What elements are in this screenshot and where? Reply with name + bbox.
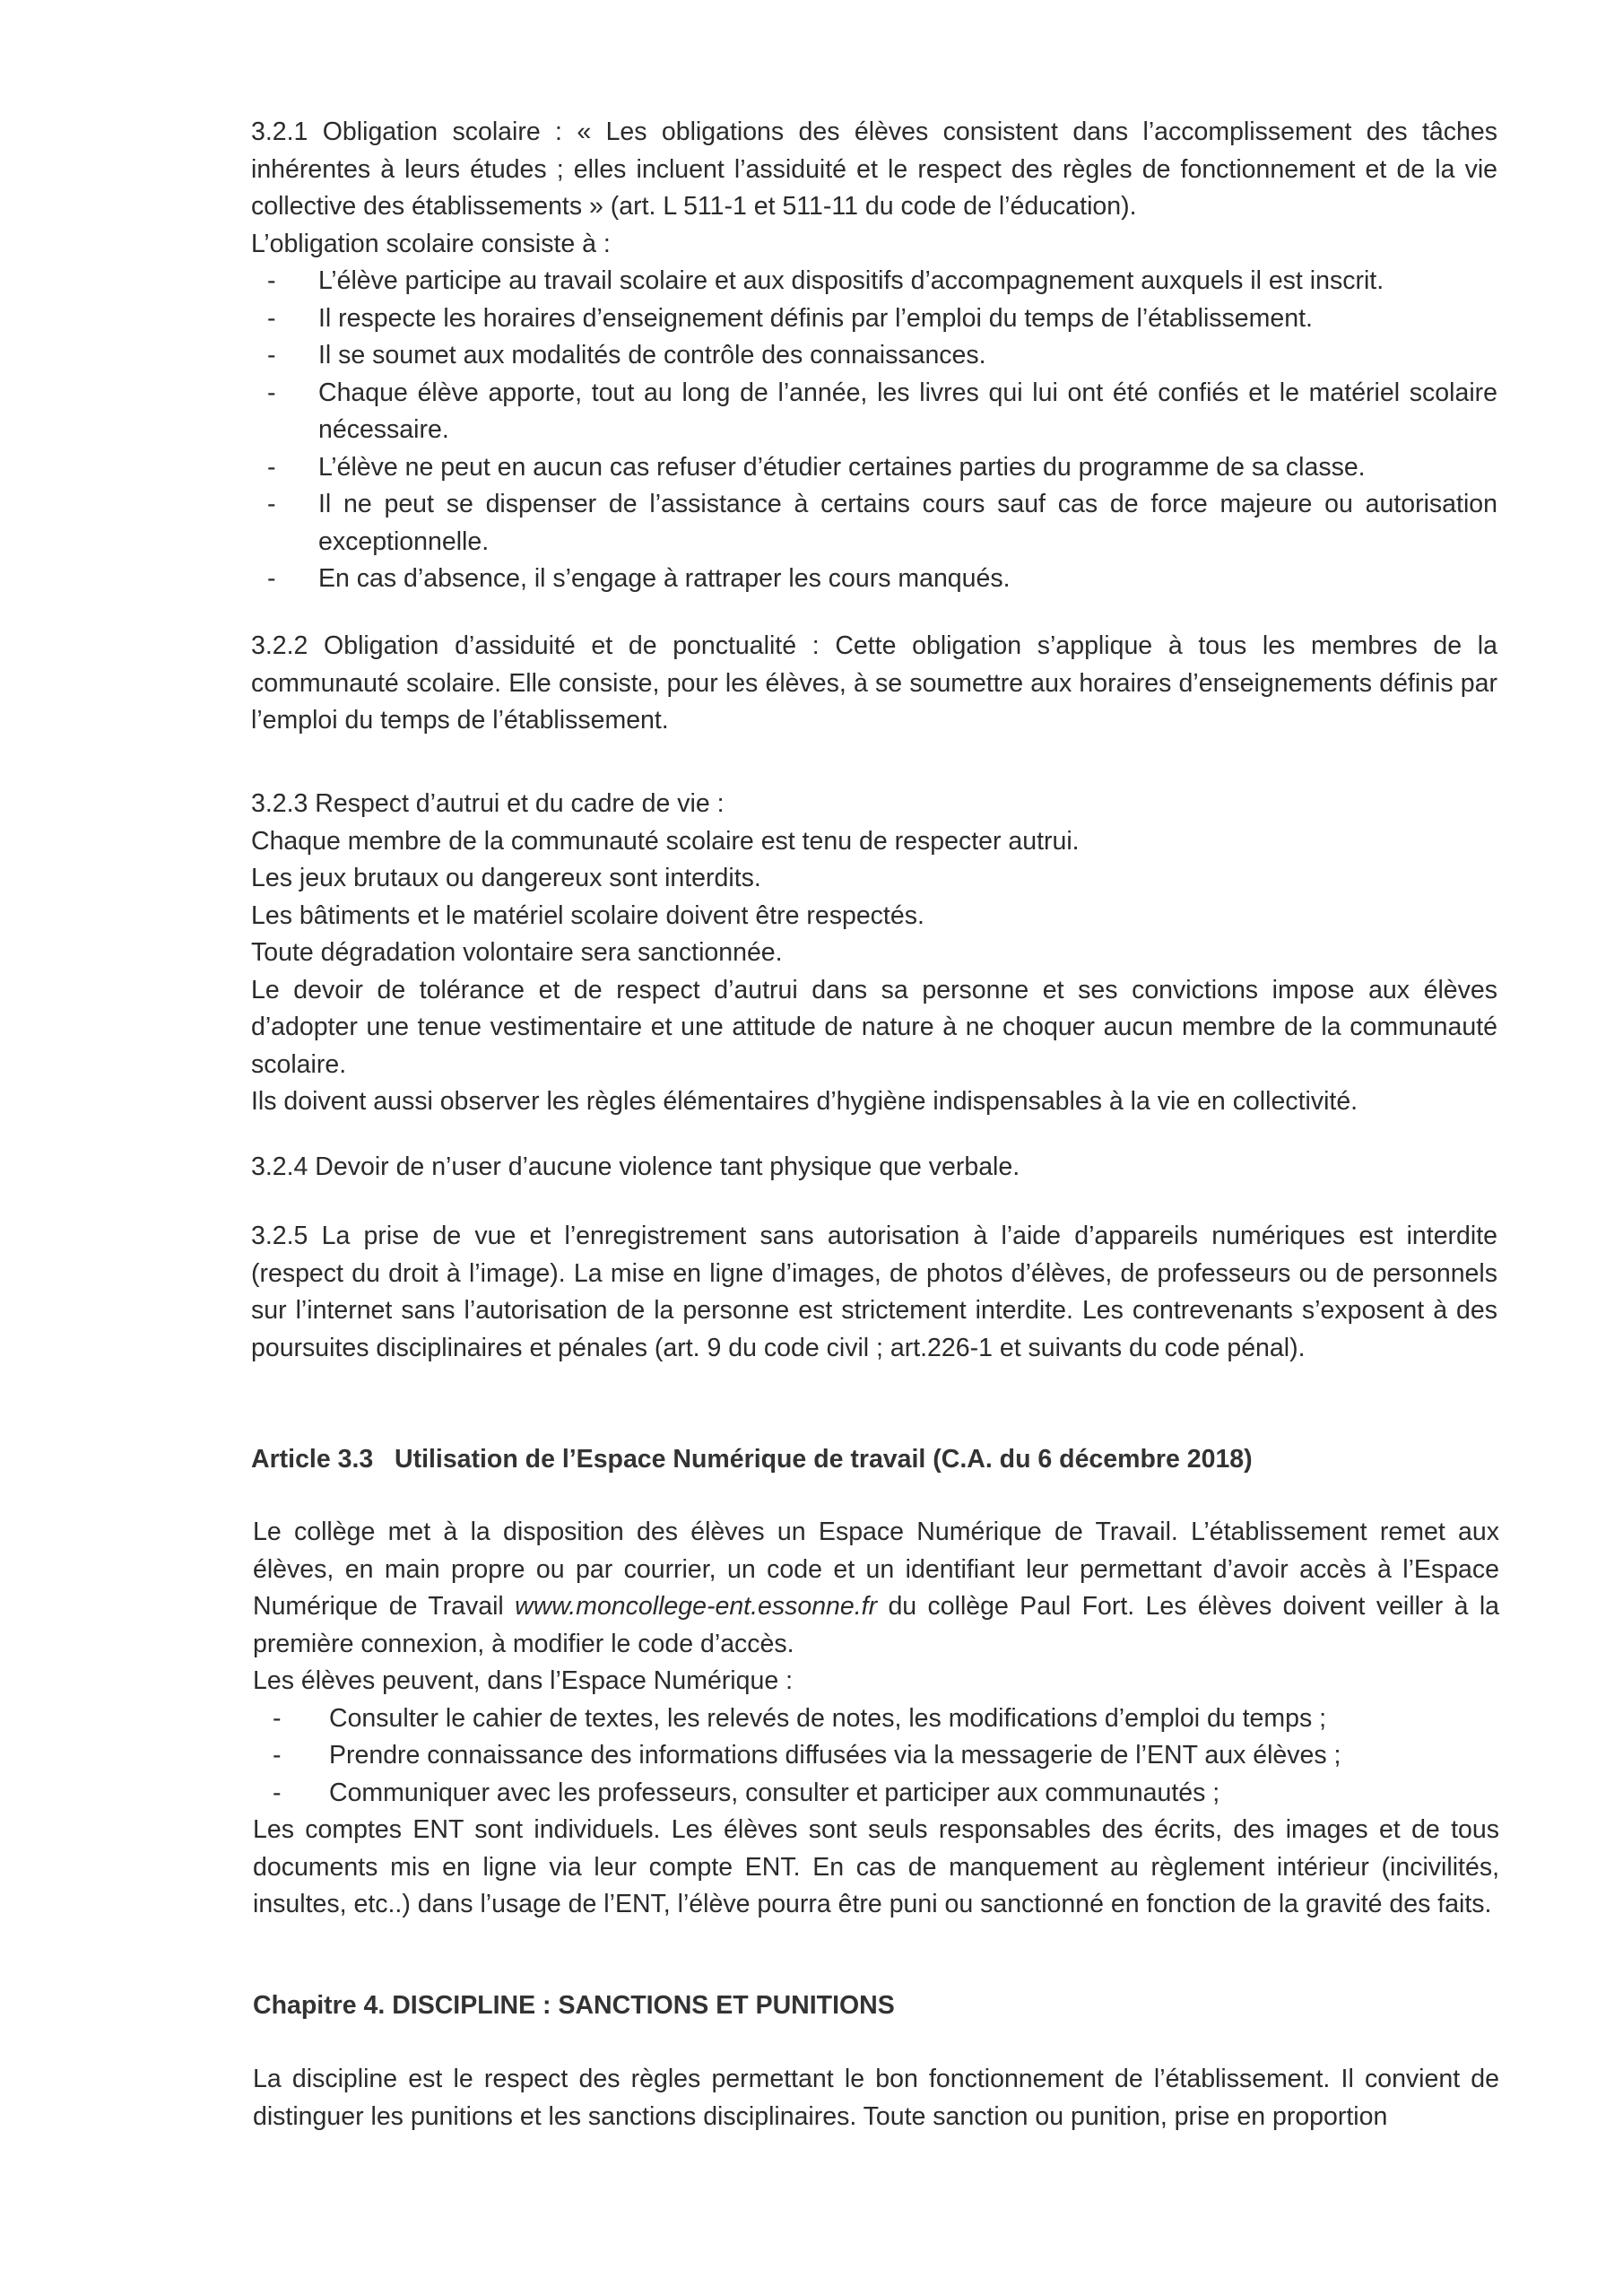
ent-url-link[interactable]: www.moncollege-ent.essonne.fr xyxy=(515,1592,878,1621)
section-3-2-4-text: 3.2.4 Devoir de n’user d’aucune violence tant physique que verbale. xyxy=(251,1152,1020,1181)
article-3-3 xyxy=(251,1441,1497,1479)
list-item: - Il respecte les horaires d’enseignement définis par l’emploi du temps de l’établissement. xyxy=(251,300,1497,338)
chapter-4 xyxy=(253,1987,1499,2025)
section-3-2-1 xyxy=(251,114,1497,598)
chapter-4-heading: Chapitre 4. DISCIPLINE : SANCTIONS ET PUNITIONS xyxy=(253,1991,895,2020)
section-3-2-1-intro: 3.2.1 Obligation scolaire : « Les obligations des élèves consistent dans l’accomplissement des tâches inhérentes à leurs études ; elles incluent l’assiduité et le respect des règles de fonctionnement et de la vie collective des établissements » (art. L 511-1 et 511-11 du code de l’éducation). xyxy=(251,117,1497,221)
list-item: - En cas d’absence, il s’engage à rattraper les cours manqués. xyxy=(251,561,1497,598)
list-item: - Il ne peut se dispenser de l’assistance à certains cours sauf cas de force majeure ou autorisation exceptionnelle. xyxy=(251,486,1497,561)
section-3-2-1-lead: L’obligation scolaire consiste à : xyxy=(251,229,611,258)
list-item: - Chaque élève apporte, tout au long de l’année, les livres qui lui ont été confiés et le matériel scolaire nécessaire. xyxy=(251,375,1497,449)
article-3-3-body xyxy=(253,1514,1499,1924)
section-3-2-2 xyxy=(251,628,1497,740)
chapter-4-text: La discipline est le respect des règles permettant le bon fonctionnement de l’établissement. Il convient de distinguer les punitions et les sanctions disciplinaires. Toute sanction ou punition, prise en proportion xyxy=(253,2065,1499,2131)
list-item: - L’élève ne peut en aucun cas refuser d’étudier certaines parties du programme de sa classe. xyxy=(251,449,1497,487)
list-item: - Communiquer avec les professeurs, consulter et participer aux communautés ; xyxy=(253,1775,1499,1813)
ent-capabilities-list xyxy=(253,1700,1499,1813)
list-item: - L’élève participe au travail scolaire et aux dispositifs d’accompagnement auxquels il est inscrit. xyxy=(251,263,1497,300)
paragraph: Chaque membre de la communauté scolaire est tenu de respecter autrui. xyxy=(251,826,1080,856)
list-item: - Il se soumet aux modalités de contrôle des connaissances. xyxy=(251,337,1497,375)
list-item: - Prendre connaissance des informations diffusées via la messagerie de l’ENT aux élèves ; xyxy=(253,1737,1499,1775)
section-3-2-4 xyxy=(251,1149,1497,1187)
section-3-2-5-text: 3.2.5 La prise de vue et l’enregistrement sans autorisation à l’aide d’appareils numériques est interdite (respect du droit à l’image). La mise en ligne d’images, de photos d’élèves, de professeurs ou de personnels sur l’internet sans l’autorisation de la personne est strictement interdite. Les contrevenants s’exposent à des poursuites disciplinaires et pénales (art. 9 du code civil ; art.226-1 et suivants du code pénal). xyxy=(251,1222,1497,1362)
ent-lead: Les élèves peuvent, dans l’Espace Numérique : xyxy=(253,1666,794,1695)
paragraph: Les bâtiments et le matériel scolaire doivent être respectés. xyxy=(251,900,924,930)
section-3-2-2-text: 3.2.2 Obligation d’assiduité et de ponctualité : Cette obligation s’applique à tous les membres de la communauté scolaire. Elle consiste, pour les élèves, à se soumettre aux horaires d’enseignements définis par l’emploi du temps de l’établissement. xyxy=(251,631,1497,735)
paragraph: Les jeux brutaux ou dangereux sont interdits. xyxy=(251,864,761,892)
obligation-list xyxy=(251,263,1497,598)
article-3-3-heading: Article 3.3 Utilisation de l’Espace Numérique de travail (C.A. du 6 décembre 2018) xyxy=(251,1445,1253,1474)
section-3-2-3-title: 3.2.3 Respect d’autrui et du cadre de vie : xyxy=(251,789,725,818)
chapter-4-body xyxy=(253,2061,1499,2135)
paragraph: Toute dégradation volontaire sera sanctionnée. xyxy=(251,938,783,967)
section-3-2-5 xyxy=(251,1218,1497,1367)
section-3-2-3 xyxy=(251,786,1497,1121)
paragraph: Le devoir de tolérance et de respect d’autrui dans sa personne et ses convictions impose aux élèves d’adopter une tenue vestimentaire et une attitude de nature à ne choquer aucun membre de la communauté scolaire. xyxy=(251,975,1497,1079)
paragraph: Ils doivent aussi observer les règles élémentaires d’hygiène indispensables à la vie en collectivité. xyxy=(251,1087,1358,1116)
list-item: - Consulter le cahier de textes, les relevés de notes, les modifications d’emploi du temps ; xyxy=(253,1700,1499,1738)
ent-responsibility-paragraph: Les comptes ENT sont individuels. Les élèves sont seuls responsables des écrits, des images et de tous documents mis en ligne via leur compte ENT. En cas de manquement au règlement intérieur (incivilités, insultes, etc..) dans l’usage de l’ENT, l’élève pourra être puni ou sanctionné en fonction de la gravité des faits. xyxy=(253,1815,1499,1918)
ent-intro-paragraph: Le collège met à la disposition des élèves un Espace Numérique de Travail. L’établissement remet aux élèves, en main propre ou par courrier, un code et un identifiant leur permettant d’avoir accès à l’Espace Numérique de Travail www.moncollege-ent.essonne.fr du collège Paul Fort. Les élèves doivent veiller à la première connexion, à modifier le code d’accès. xyxy=(253,1518,1500,1658)
